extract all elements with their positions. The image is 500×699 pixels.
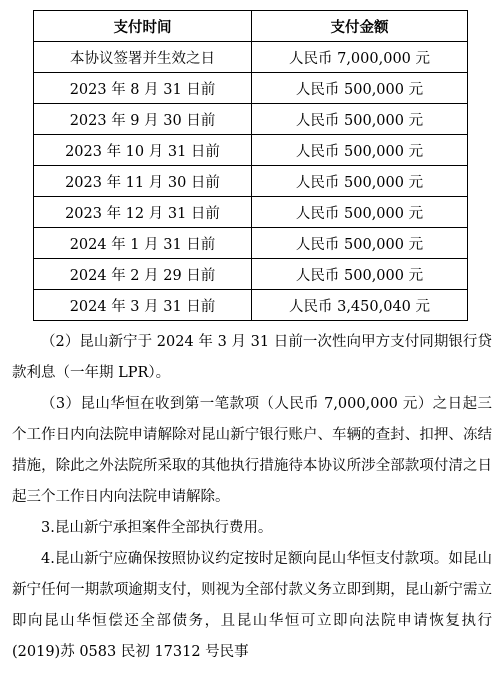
payment-amount-cell: 人民币 500,000 元	[252, 135, 468, 166]
payment-date-cell: 2023 年 12 月 31 日前	[34, 197, 252, 228]
table-row	[34, 135, 468, 166]
body-text	[12, 327, 492, 668]
table-row	[34, 42, 468, 73]
payment-amount-cell: 人民币 500,000 元	[252, 73, 468, 104]
payment-date-cell: 2023 年 8 月 31 日前	[34, 73, 252, 104]
payment-amount-cell: 人民币 500,000 元	[252, 259, 468, 290]
table-row	[34, 73, 468, 104]
table-row	[34, 228, 468, 259]
paragraph-interest-payment: （2）昆山新宁于 2024 年 3 月 31 日前一次性向甲方支付同期银行贷款利息（一年期 LPR）。	[12, 334, 492, 381]
payment-date-cell: 2024 年 1 月 31 日前	[34, 228, 252, 259]
payment-amount-cell: 人民币 500,000 元	[252, 197, 468, 228]
payment-amount-cell: 人民币 500,000 元	[252, 228, 468, 259]
payment-amount-cell: 人民币 7,000,000 元	[252, 42, 468, 73]
paragraph-payment-obligation: 4.昆山新宁应确保按照协议约定按时足额向昆山华恒支付款项。如昆山新宁任何一期款项逾期支付，则视为全部付款义务立即到期，昆山新宁需立即向昆山华恒偿还全部债务，且昆山华恒可立即向法院申请恢复执行(2019)苏 0583 民初 17312 号民事	[12, 551, 492, 660]
table-row	[34, 259, 468, 290]
payment-date-cell: 2023 年 10 月 31 日前	[34, 135, 252, 166]
payment-amount-cell: 人民币 500,000 元	[252, 166, 468, 197]
payment-date-cell: 2024 年 3 月 31 日前	[34, 290, 252, 321]
payment-schedule-table	[33, 10, 468, 321]
table-header-row	[34, 11, 468, 42]
payment-date-cell: 2023 年 9 月 30 日前	[34, 104, 252, 135]
payment-amount-cell: 人民币 3,450,040 元	[252, 290, 468, 321]
paragraph-enforcement-fees: 3.昆山新宁承担案件全部执行费用。	[41, 520, 273, 536]
header-payment-amount: 支付金额	[252, 11, 468, 42]
payment-date-cell: 2023 年 11 月 30 日前	[34, 166, 252, 197]
table-row	[34, 104, 468, 135]
table-row	[34, 197, 468, 228]
table-row	[34, 166, 468, 197]
payment-amount-cell: 人民币 500,000 元	[252, 104, 468, 135]
payment-date-cell: 2024 年 2 月 29 日前	[34, 259, 252, 290]
header-payment-time: 支付时间	[34, 11, 252, 42]
paragraph-release-measures: （3）昆山华恒在收到第一笔款项（人民币 7,000,000 元）之日起三个工作日内向法院申请解除对昆山新宁银行账户、车辆的查封、扣押、冻结措施，除此之外法院所采取的其他执行措施待本协议所涉全部款项付清之日起三个工作日内向法院申请解除。	[12, 396, 492, 505]
payment-date-cell: 本协议签署并生效之日	[34, 42, 252, 73]
table-row	[34, 290, 468, 321]
